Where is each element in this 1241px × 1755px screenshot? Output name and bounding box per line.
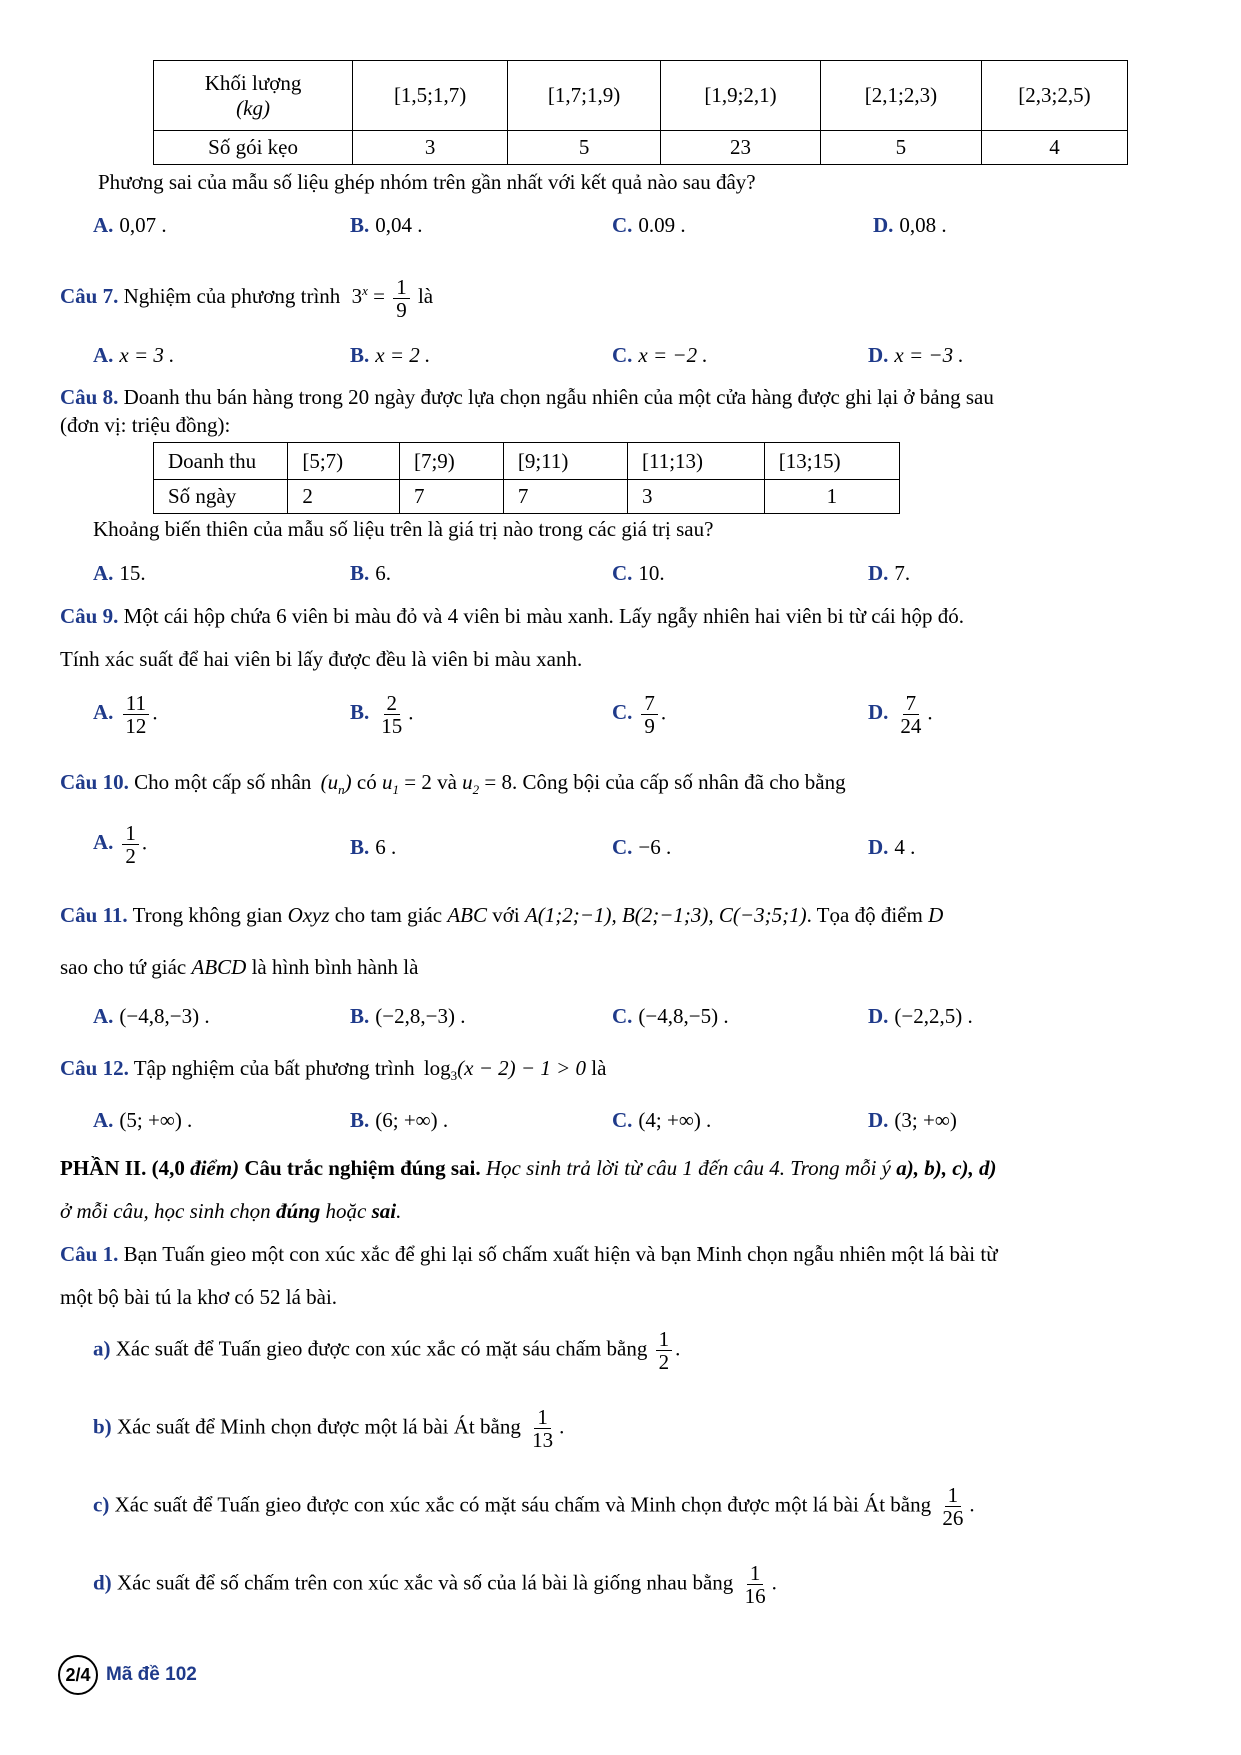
q8-option-c: C. 10. xyxy=(612,561,665,585)
interval-cell: [1,7;1,9) xyxy=(508,61,661,131)
interval-cell: [1,5;1,7) xyxy=(353,61,508,131)
q6-option-a: A. 0,07 . xyxy=(93,213,167,237)
p2q1-item-d: d) Xác suất để số chấm trên con xúc xắc và số của lá bài là giống nhau bằng $\frac{1}{16}$ . xyxy=(93,1561,777,1609)
count-cell: 4 xyxy=(981,131,1127,165)
weight-header: Khối lượng (kg) xyxy=(154,61,353,131)
p2q1-item-c: c) Xác suất để Tuấn gieo được con xúc xắc có mặt sáu chấm và Minh chọn được một lá bài Át bằng $\frac{1}{26}$ . xyxy=(93,1483,975,1531)
count-cell: 5 xyxy=(508,131,661,165)
q10-option-d: D. 4 . xyxy=(868,835,916,859)
count-cell: 7 xyxy=(399,480,503,514)
interval-cell: [7;9) xyxy=(399,443,503,480)
count-cell: 3 xyxy=(353,131,508,165)
exam-code: Mã đề 102 xyxy=(106,1664,197,1685)
p2q1-item-b: b) Xác suất để Minh chọn được một lá bài Át bằng $\frac{1}{13}$ . xyxy=(93,1405,565,1453)
count-cell: 1 xyxy=(764,480,899,514)
count-cell: 5 xyxy=(820,131,981,165)
q12-option-b: B. (6; +∞) . xyxy=(350,1108,449,1132)
q11-option-b: B. (−2,8,−3) . xyxy=(350,1004,466,1028)
q9-option-d: D. $\frac{7}{24}$ . xyxy=(868,691,933,739)
q11-option-d: D. (−2,2,5) . xyxy=(868,1004,973,1028)
revenue-header: Doanh thu xyxy=(154,443,288,480)
part2-header-line2: ở mỗi câu, học sinh chọn đúng hoặc sai. xyxy=(60,1199,402,1223)
count-cell: 3 xyxy=(628,480,765,514)
revenue-table xyxy=(153,442,900,514)
q9-option-a: A. $\frac{11}{12}$ . xyxy=(93,691,158,739)
count-cell: 2 xyxy=(288,480,400,514)
q11-stem-line1: Câu 11. Trong không gian Oxyz cho tam giác ABC với A(1;2;−1), B(2;−1;3), C(−3;5;1). Tọa độ điểm D xyxy=(60,903,944,927)
interval-cell: [2,3;2,5) xyxy=(981,61,1127,131)
q10-stem: Câu 10. Cho một cấp số nhân $(u_n)$ có $u_1 = 2$ và $u_2 = 8$. Công bội của cấp số nhân đã cho bằng xyxy=(60,770,846,798)
q7-stem: Câu 7. Nghiệm của phương trình 3$^x$ = $\frac{1}{9}$ là xyxy=(60,274,434,322)
interval-cell: [11;13) xyxy=(628,443,765,480)
q8-option-a: A. 15. xyxy=(93,561,146,585)
interval-cell: [2,1;2,3) xyxy=(820,61,981,131)
part2-header-line1: PHẦN II. (4,0 điểm) Câu trắc nghiệm đúng sai. Học sinh trả lời từ câu 1 đến câu 4. Trong mỗi ý a), b), c), d) xyxy=(60,1156,997,1180)
q8-stem-line1: Câu 8. Doanh thu bán hàng trong 20 ngày được lựa chọn ngẫu nhiên của một cửa hàng được ghi lại ở bảng sau xyxy=(60,385,994,409)
interval-cell: [1,9;2,1) xyxy=(661,61,821,131)
q10-option-a: A. $\frac{1}{2}$ . xyxy=(93,821,148,869)
q8-question: Khoảng biến thiên của mẫu số liệu trên là giá trị nào trong các giá trị sau? xyxy=(93,517,714,541)
p2q1-item-a: a) Xác suất để Tuấn gieo được con xúc xắc có mặt sáu chấm bằng $\frac{1}{2}$ . xyxy=(93,1327,681,1375)
q12-stem: Câu 12. Tập nghiệm của bất phương trình $\log_3(x - 2) - 1 > 0$ là xyxy=(60,1056,607,1084)
q12-option-c: C. (4; +∞) . xyxy=(612,1108,712,1132)
q9-option-b: B. $\frac{2}{15}$ . xyxy=(350,691,414,739)
p2q1-stem-line2: một bộ bài tú la khơ có 52 lá bài. xyxy=(60,1285,338,1309)
q6-option-b: B. 0,04 . xyxy=(350,213,423,237)
q8-option-d: D. 7. xyxy=(868,561,911,585)
q7-option-d: D. x = −3 . xyxy=(868,343,964,367)
interval-cell: [9;11) xyxy=(503,443,627,480)
q12-option-a: A. (5; +∞) . xyxy=(93,1108,193,1132)
q7-fraction: $\frac{1}{9}$ xyxy=(393,276,410,321)
q11-option-c: C. (−4,8,−5) . xyxy=(612,1004,729,1028)
q12-option-d: D. (3; +∞) xyxy=(868,1108,957,1132)
days-header: Số ngày xyxy=(154,480,288,514)
q8-option-b: B. 6. xyxy=(350,561,392,585)
q6-option-c: C. 0.09 . xyxy=(612,213,686,237)
interval-cell: [13;15) xyxy=(764,443,899,480)
q8-stem-line2: (đơn vị: triệu đồng): xyxy=(60,413,231,437)
q11-option-a: A. (−4,8,−3) . xyxy=(93,1004,210,1028)
q6-option-d: D. 0,08 . xyxy=(873,213,947,237)
q9-stem-line1: Câu 9. Một cái hộp chứa 6 viên bi màu đỏ và 4 viên bi màu xanh. Lấy ngẫy nhiên hai viên bi từ cái hộp đó. xyxy=(60,604,965,628)
count-cell: 23 xyxy=(661,131,821,165)
q11-stem-line2: sao cho tứ giác ABCD là hình bình hành là xyxy=(60,955,419,979)
count-header: Số gói kẹo xyxy=(154,131,353,165)
page-number-badge: 2/4 xyxy=(58,1655,98,1695)
q9-option-c: C. $\frac{7}{9}$ . xyxy=(612,691,667,739)
q7-option-a: A. x = 3 . xyxy=(93,343,175,367)
q7-option-b: B. x = 2 . xyxy=(350,343,431,367)
count-cell: 7 xyxy=(503,480,627,514)
q7-option-c: C. x = −2 . xyxy=(612,343,708,367)
weight-table xyxy=(153,60,1128,165)
q10-option-c: C. −6 . xyxy=(612,835,672,859)
q6-question: Phương sai của mẫu số liệu ghép nhóm trên gần nhất với kết quả nào sau đây? xyxy=(98,170,756,194)
q10-option-b: B. 6 . xyxy=(350,835,397,859)
interval-cell: [5;7) xyxy=(288,443,400,480)
q9-stem-line2: Tính xác suất để hai viên bi lấy được đều là viên bi màu xanh. xyxy=(60,647,583,671)
p2q1-stem-line1: Câu 1. Bạn Tuấn gieo một con xúc xắc để ghi lại số chấm xuất hiện và bạn Minh chọn ngẫu nhiên một lá bài từ xyxy=(60,1242,998,1266)
